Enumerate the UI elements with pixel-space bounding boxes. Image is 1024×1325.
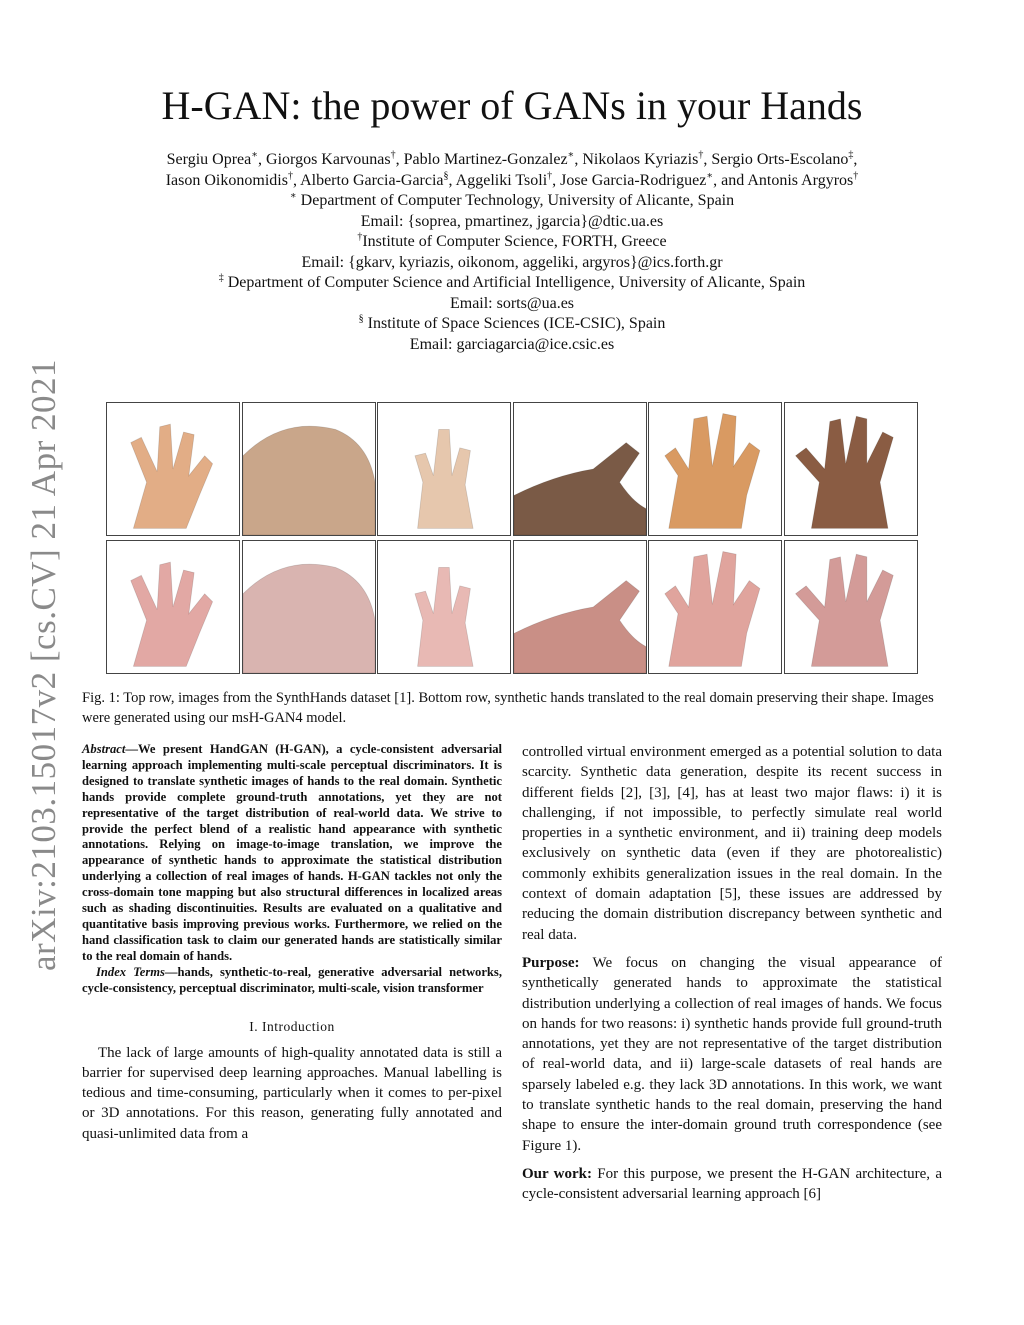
hand-silhouette — [785, 403, 917, 535]
author-mark: † — [547, 170, 553, 182]
synthetic-hand-image — [513, 402, 647, 536]
author: Jose Garcia-Rodriguez — [560, 171, 707, 189]
affiliation-text: Department of Computer Science and Artificial Intelligence, University of Alicante, Spain — [223, 274, 806, 291]
our-work-text: For this purpose, we present the H-GAN architecture, a cycle-consistent adversarial learning approach [6] — [522, 1165, 942, 1203]
translated-hand-image — [242, 540, 376, 674]
author-mark: ∗ — [706, 170, 714, 182]
author-mark: ∗ — [251, 149, 259, 161]
translated-hand-image — [106, 540, 240, 674]
hand-silhouette — [785, 541, 917, 673]
affiliation-email: Email: {gkarv, kyriazis, oikonom, aggeliki, argyros}@ics.forth.gr — [301, 253, 723, 271]
hand-silhouette — [107, 541, 239, 673]
figure-caption: Fig. 1: Top row, images from the SynthHands dataset [1]. Bottom row, synthetic hands translated to the real domain preserving their shape. Images were generated using our msH-GAN4 model. — [82, 690, 934, 726]
index-terms — [82, 965, 502, 997]
author-mark: ∗ — [567, 149, 575, 161]
author: and Antonis Argyros — [721, 171, 854, 189]
author: Alberto Garcia-Garcia — [300, 171, 444, 189]
synthetic-hand-image — [784, 402, 918, 536]
affiliation-text: Institute of Computer Science, FORTH, Greece — [362, 233, 667, 250]
author-line-1: Sergiu Oprea∗, Giorgos Karvounas†, Pablo Martinez-Gonzalez∗, Nikolaos Kyriazis†, Sergio Orts-Escolano‡, — [166, 149, 858, 168]
hand-silhouette — [107, 403, 239, 535]
purpose-paragraph — [522, 953, 942, 1156]
affiliation-text: Institute of Space Sciences (ICE-CSIC), Spain — [363, 315, 666, 332]
affiliation-text: Department of Computer Technology, University of Alicante, Spain — [296, 192, 735, 209]
author: Iason Oikonomidis — [165, 171, 288, 189]
section-heading: I. Introduction — [249, 1018, 335, 1034]
author-mark: § — [443, 170, 449, 182]
synthetic-hand-image — [648, 402, 782, 536]
abstract — [82, 742, 502, 965]
right-column — [522, 742, 942, 1205]
hand-silhouette — [649, 403, 781, 535]
hand-silhouette — [514, 541, 646, 673]
translated-hand-image — [377, 540, 511, 674]
hand-shape — [514, 443, 646, 535]
our-work-paragraph — [522, 1164, 942, 1205]
hand-silhouette — [649, 541, 781, 673]
affiliation-mark: ∗ — [289, 190, 297, 202]
figure-1 — [106, 402, 918, 674]
hand-shape — [415, 567, 473, 666]
affiliation — [90, 273, 934, 294]
affiliation — [90, 191, 934, 212]
intro-paragraph: The lack of large amounts of high-quality annotated data is still a barrier for supervised deep learning approaches. Manual labelling is tedious and time-consuming, particularly when it comes to per-pixel or 3D annotations. For this reason, generating fully annotated and quasi-unlimited data from a — [82, 1044, 502, 1142]
author: Sergiu Oprea — [166, 151, 252, 168]
hand-shape — [514, 581, 646, 673]
hand-shape — [795, 416, 893, 528]
author: Nikolaos Kyriazis — [582, 151, 699, 168]
author: Giorgos Karvounas — [266, 151, 391, 168]
author-mark: † — [390, 149, 396, 161]
author: Sergio Orts-Escolano — [711, 151, 849, 168]
affiliation — [90, 314, 934, 335]
author-mark: † — [698, 149, 704, 161]
author-block — [90, 150, 934, 355]
hand-silhouette — [243, 541, 375, 673]
hand-shape — [131, 424, 213, 528]
author-line-2: Iason Oikonomidis†, Alberto Garcia-Garcia§, Aggeliki Tsoli†, Jose Garcia-Rodriguez∗, and Antonis Argyros† — [165, 170, 859, 189]
hand-silhouette — [378, 541, 510, 673]
synthetic-hand-image — [377, 402, 511, 536]
hand-shape — [665, 552, 760, 667]
affiliation-mark: § — [358, 313, 364, 325]
hand-silhouette — [514, 403, 646, 535]
abstract-text: —We present HandGAN (H-GAN), a cycle-consistent adversarial learning approach implementing multi-scale perceptual discriminators. It is designed to translate synthetic images of hands to the real domain. Synthetic hands provide complete ground-truth annotations, yet they are not representative of the target distribution of real-world data. We strive to provide the perfect blend of a realistic hand appearance with synthetic annotations. Relying on image-to-image translation, we improve the appearance of synthetic hands to approximate the statistical distribution underlying a collection of real images of hands. H-GAN tackles not only the cross-domain tone mapping but also structural differences in localized areas such as shading discontinuities. Results are evaluated on a qualitative and quantitative basis improving previous works. Furthermore, we relied on the hand classification task to claim our generated hands are statistically similar to the real domain of hands. — [82, 742, 502, 963]
index-terms-text: —hands, synthetic-to-real, generative adversarial networks, cycle-consistency, perceptual discriminator, multi-scale, vision transformer — [82, 964, 502, 995]
hand-shape — [795, 554, 893, 666]
translated-hand-image — [648, 540, 782, 674]
hand-shape — [131, 562, 213, 666]
synthetic-hand-image — [242, 402, 376, 536]
hand-silhouette — [243, 403, 375, 535]
abstract-label: Abstract — [82, 742, 126, 756]
hand-shape — [243, 564, 375, 673]
hand-shape — [243, 426, 375, 535]
affiliation — [90, 232, 934, 253]
body-paragraph: controlled virtual environment emerged as a potential solution to data scarcity. Synthetic data generation, despite its recent success in different fields [2], [3], [4], has at least two major flaws: i) it is challenging, if not impossible, to perfectly simulate real world properties in a synthetic environment, and ii) training deep models exclusively on synthetic data (even if they are photorealistic) commonly exhibits generalization issues in the real domain. In the context of domain adaptation [5], these issues are addressed by reducing the domain distribution discrepancy between synthetic and real data. — [522, 744, 942, 943]
purpose-text: We focus on changing the visual appearance of synthetically generated hands to approximate the statistical distribution underlying a collection of real images of hands. We focus on hands for two reasons: i) synthetic hands provide full ground-truth annotations, yet they are not representative of the target distribution of real-world data, and ii) large-scale datasets of real hands are sparsely labeled e.g. they lack 3D annotations. In this work, we want to translate synthetic hands to the real domain, preserving the hand shape to ensure the inter-domain ground truth correspondence (see Figure 1). — [522, 954, 942, 1154]
author-mark: ‡ — [848, 149, 854, 161]
affiliation-email: Email: garciagarcia@ice.csic.es — [409, 335, 615, 353]
affiliation-mark: † — [357, 231, 363, 243]
left-column — [82, 742, 502, 1144]
hand-image-grid — [106, 402, 918, 674]
affiliation-email: Email: {soprea, pmartinez, jgarcia}@dtic.ua.es — [360, 212, 664, 230]
synthetic-hand-image — [106, 402, 240, 536]
translated-hand-image — [784, 540, 918, 674]
arxiv-identifier: arXiv:2103.15017v2 [cs.CV] 21 Apr 2021 — [24, 358, 63, 972]
hand-silhouette — [378, 403, 510, 535]
hand-shape — [415, 429, 473, 528]
author-mark: † — [853, 170, 859, 182]
author: Aggeliki Tsoli — [455, 171, 548, 189]
affiliation-email: Email: sorts@ua.es — [449, 294, 575, 312]
affiliation-mark: ‡ — [218, 272, 224, 284]
author-mark: † — [287, 170, 293, 182]
purpose-label: Purpose: — [522, 954, 580, 971]
paper-title: H-GAN: the power of GANs in your Hands — [161, 83, 863, 128]
hand-shape — [665, 414, 760, 529]
index-terms-label: Index Terms — [96, 964, 165, 979]
translated-hand-image — [513, 540, 647, 674]
author: Pablo Martinez-Gonzalez — [403, 151, 568, 168]
arxiv-sidebar — [14, 350, 74, 980]
our-work-label: Our work: — [522, 1165, 593, 1182]
